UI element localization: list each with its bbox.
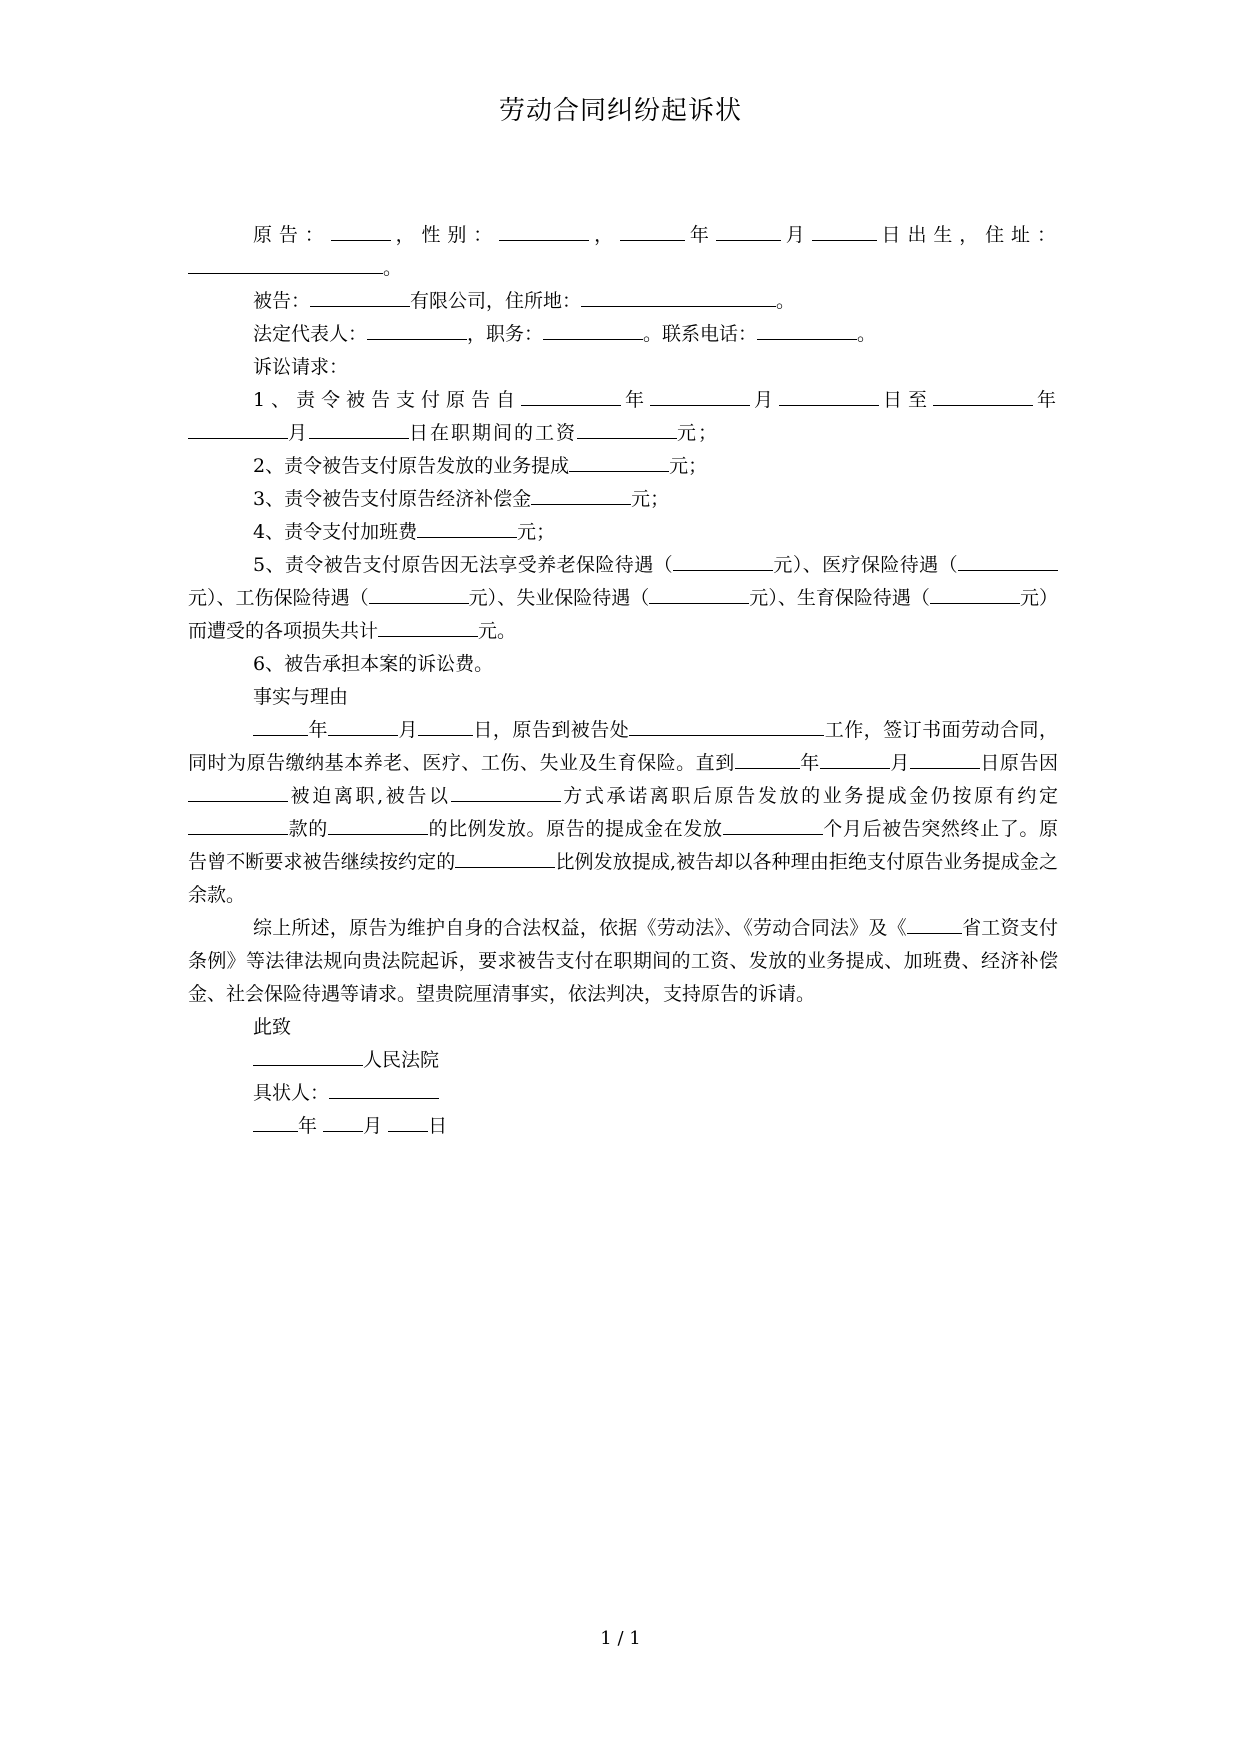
blank — [521, 386, 621, 406]
text: 日，原告到被告处 — [472, 719, 630, 741]
blank — [499, 221, 589, 241]
blank — [581, 287, 776, 307]
text: 具状人： — [253, 1082, 330, 1104]
blank — [757, 320, 857, 340]
page-number: 1 / 1 — [600, 1628, 641, 1649]
blank — [451, 782, 561, 802]
text: 元）、生育保险待遇（ — [749, 587, 930, 609]
closing-date — [188, 1110, 1058, 1143]
text: 个月后被告突然终止了。原告曾不断要求被告继续按约定的 — [188, 818, 1058, 873]
blank — [331, 221, 391, 241]
text: 月 — [780, 224, 812, 246]
text: 日至 — [878, 389, 933, 411]
blank — [418, 716, 473, 736]
text: 元）、医疗保险待遇（ — [773, 554, 958, 576]
blank — [910, 749, 980, 769]
blank — [378, 617, 478, 637]
text: 的比例发放。原告的提成金在发放 — [427, 818, 723, 840]
blank — [958, 551, 1058, 571]
text: 年 — [621, 389, 650, 411]
blank — [907, 914, 962, 934]
text: 。 — [383, 257, 403, 279]
blank — [629, 716, 824, 736]
facts-paragraph — [188, 714, 1058, 912]
claims-heading: 诉讼请求： — [253, 356, 349, 378]
text: 年 — [1032, 389, 1058, 411]
blank — [779, 386, 879, 406]
representative-line — [188, 318, 1058, 351]
text: 被迫离职,被告以 — [288, 785, 451, 807]
address-line — [188, 252, 1058, 285]
text: ， — [589, 224, 621, 246]
blank — [577, 419, 677, 439]
text: 月 — [889, 752, 910, 774]
text: 工作，签订书面劳动合同，同时为原告缴纳基本养老、医疗、工伤、失业及生育保险。直到 — [188, 719, 1058, 774]
closing-court — [188, 1044, 1058, 1077]
blank — [309, 419, 409, 439]
text: 元； — [677, 422, 720, 444]
closing-signer — [188, 1077, 1058, 1110]
text: 元）、失业保险待遇（ — [468, 587, 650, 609]
blank — [569, 452, 669, 472]
text: ，职务： — [467, 323, 544, 345]
blank — [650, 386, 750, 406]
document-title: 劳动合同纠纷起诉状 — [498, 96, 742, 126]
defendant-line — [188, 285, 1058, 318]
blank — [329, 1079, 439, 1099]
text: 方式承诺离职后原告发放的业务提成金仍按原有约定 — [560, 785, 1058, 807]
blank — [310, 287, 410, 307]
text: 月 — [288, 422, 310, 444]
text: 原告： — [253, 224, 331, 246]
text: 2、责令被告支付原告发放的业务提成 — [253, 455, 570, 477]
text: 人民法院 — [363, 1049, 440, 1071]
text: 1、责令被告支付原告自 — [253, 389, 521, 411]
text: 。 — [776, 290, 796, 312]
text: 年 — [298, 1115, 318, 1137]
text: 法定代表人： — [253, 323, 368, 345]
blank — [812, 221, 877, 241]
claim-1 — [188, 384, 1058, 450]
blank — [531, 485, 631, 505]
text: 元）而遭受的各项损失共计 — [188, 587, 1058, 642]
text: 元。 — [478, 620, 517, 642]
blank — [543, 320, 643, 340]
text: 元； — [517, 521, 556, 543]
blank — [188, 419, 288, 439]
plaintiff-line — [188, 219, 1058, 252]
text: 月 — [363, 1115, 383, 1137]
claim-4 — [188, 516, 1058, 549]
blank — [253, 716, 308, 736]
document-body — [188, 219, 1058, 1143]
blank — [930, 584, 1020, 604]
claim-6: 6、被告承担本案的诉讼费。 — [253, 653, 494, 675]
conclusion-paragraph — [188, 912, 1058, 1011]
text: 日在职期间的工资 — [409, 422, 578, 444]
text: 5、责令被告支付原告因无法享受养老保险待遇（ — [253, 554, 674, 576]
text: 元）、工伤保险待遇（ — [188, 587, 369, 609]
blank — [649, 584, 749, 604]
blank — [253, 1112, 298, 1132]
text: 日原告因 — [979, 752, 1058, 774]
claim-5 — [188, 549, 1058, 648]
text: 元； — [669, 455, 708, 477]
blank — [188, 815, 288, 835]
blank — [933, 386, 1033, 406]
text: 日出生，住址： — [876, 224, 1058, 246]
blank — [323, 1112, 363, 1132]
text: 月 — [397, 719, 418, 741]
text: 月 — [749, 389, 779, 411]
text: 有限公司，住所地： — [410, 290, 582, 312]
text: 元； — [631, 488, 670, 510]
blank — [369, 584, 469, 604]
text: ，性别： — [390, 224, 500, 246]
blank — [417, 518, 517, 538]
blank — [328, 815, 428, 835]
text: 4、责令支付加班费 — [253, 521, 418, 543]
blank — [253, 1046, 363, 1066]
text: 日 — [428, 1115, 448, 1137]
blank — [620, 221, 685, 241]
text: 年 — [685, 224, 716, 246]
text: 被告： — [253, 290, 311, 312]
text: 。 — [857, 323, 877, 345]
blank — [328, 716, 398, 736]
blank — [820, 749, 890, 769]
closing-to: 此致 — [253, 1016, 292, 1038]
text: 。联系电话： — [643, 323, 758, 345]
blank — [455, 848, 555, 868]
text: 3、责令被告支付原告经济补偿金 — [253, 488, 532, 510]
claim-3 — [188, 483, 1058, 516]
blank — [716, 221, 781, 241]
facts-heading: 事实与理由 — [253, 686, 349, 708]
blank — [388, 1112, 428, 1132]
text: 综上所述，原告为维护自身的合法权益，依据《劳动法》、《劳动合同法》及《 — [253, 917, 907, 939]
text: 省工资支付条例》等法律法规向贵法院起诉，要求被告支付在职期间的工资、发放的业务提成、加班费、经济补偿金、社会保险待遇等请求。望贵院厘清事实，依法判决，支持原告的诉请。 — [188, 917, 1058, 1005]
blank — [673, 551, 773, 571]
text: 比例发放提成,被告却以各种理由拒绝支付原告业务提成金之余款。 — [188, 851, 1058, 906]
blank — [723, 815, 823, 835]
text: 款的 — [288, 818, 328, 840]
blank — [188, 782, 288, 802]
blank — [735, 749, 800, 769]
blank — [367, 320, 467, 340]
text: 年 — [799, 752, 820, 774]
text: 年 — [308, 719, 328, 741]
claim-2 — [188, 450, 1058, 483]
blank — [188, 254, 383, 274]
